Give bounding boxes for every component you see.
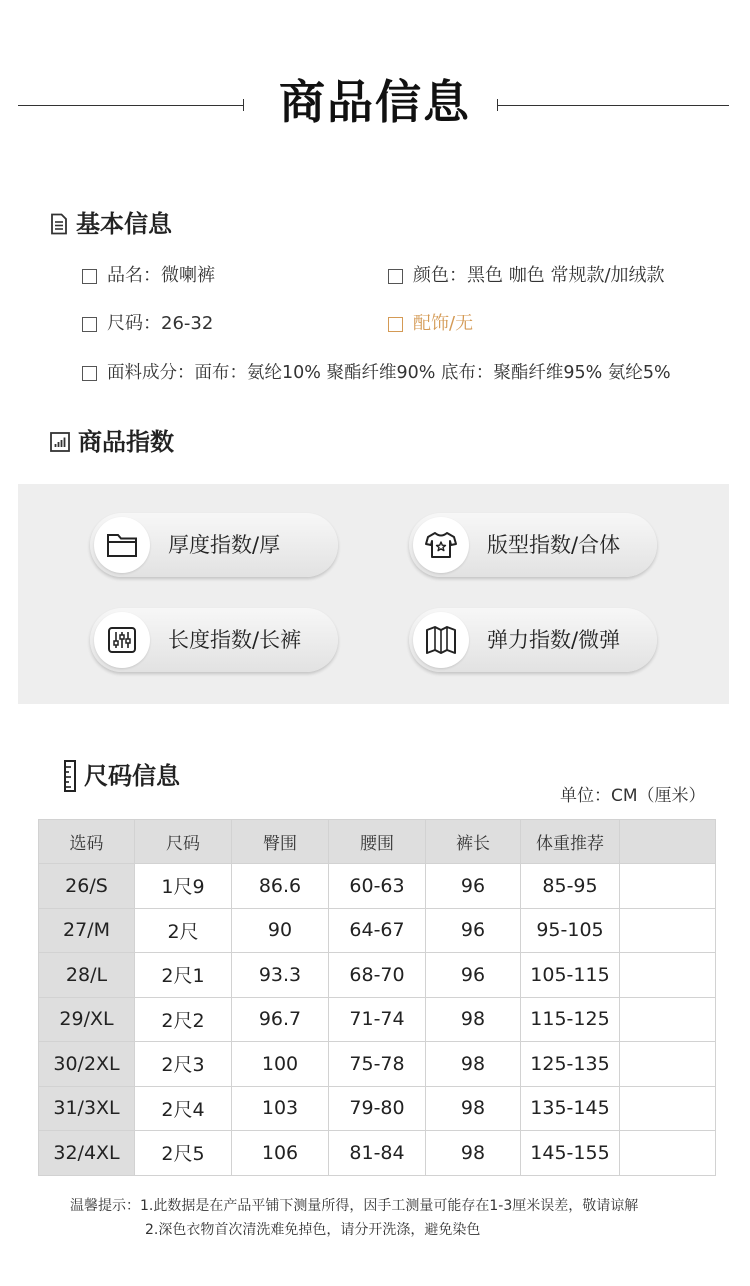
table-row: [39, 908, 716, 953]
info-item-color: [388, 264, 665, 288]
column-header: 选码: [39, 820, 135, 864]
info-item-size: [82, 312, 213, 336]
table-cell: 96: [426, 908, 521, 953]
info-text: 面料成分：面布：氨纶10% 聚酯纤维90% 底布：聚酯纤维95% 氨纶5%: [107, 363, 671, 383]
table-cell: 26/S: [39, 864, 135, 909]
table-header-row: [39, 820, 716, 864]
table-cell: 29/XL: [39, 997, 135, 1042]
table-cell: 2尺3: [135, 1042, 232, 1087]
map-icon: [425, 625, 457, 655]
table-cell: 60-63: [329, 864, 426, 909]
table-cell: 31/3XL: [39, 1086, 135, 1131]
info-item-name: [82, 264, 215, 288]
bar-chart-icon: [50, 432, 70, 452]
table-cell: 1尺9: [135, 864, 232, 909]
index-fit: [409, 513, 657, 577]
table-cell: [620, 908, 716, 953]
equalizer-icon: [107, 626, 137, 654]
info-item-accessory: [388, 312, 473, 336]
table-cell: 2尺: [135, 908, 232, 953]
section-size-info: [64, 760, 180, 792]
checkbox-icon: [82, 317, 97, 332]
table-cell: 81-84: [329, 1131, 426, 1176]
checkbox-icon: [388, 317, 403, 332]
table-cell: 96.7: [232, 997, 329, 1042]
index-label: 长度指数/长裤: [168, 628, 302, 652]
checkbox-icon: [82, 366, 97, 381]
index-length: [90, 608, 338, 672]
page-title: 商品信息: [279, 75, 471, 129]
table-cell: [620, 1086, 716, 1131]
info-text: 配饰/无: [413, 313, 474, 334]
index-label: 版型指数/合体: [487, 533, 621, 557]
table-cell: 30/2XL: [39, 1042, 135, 1087]
section-basic-info: [50, 209, 172, 239]
table-cell: 2尺2: [135, 997, 232, 1042]
info-text: 品名：微喇裤: [107, 265, 215, 286]
note-line-1: 温馨提示：1.此数据是在产品平铺下测量所得，因手工测量可能存在1-3厘米误差，敬请谅解: [70, 1198, 639, 1214]
index-elasticity: [409, 608, 657, 672]
table-cell: 145-155: [521, 1131, 620, 1176]
table-cell: 90: [232, 908, 329, 953]
table-row: [39, 953, 716, 998]
table-row: [39, 864, 716, 909]
table-cell: [620, 864, 716, 909]
section-heading: 商品指数: [78, 428, 174, 456]
table-cell: 2尺5: [135, 1131, 232, 1176]
index-label: 厚度指数/厚: [168, 533, 281, 557]
table-cell: 86.6: [232, 864, 329, 909]
table-row: [39, 997, 716, 1042]
table-cell: [620, 1042, 716, 1087]
table-cell: 98: [426, 1131, 521, 1176]
table-cell: 79-80: [329, 1086, 426, 1131]
document-icon: [50, 213, 68, 235]
table-cell: 64-67: [329, 908, 426, 953]
table-cell: 105-115: [521, 953, 620, 998]
section-heading: 尺码信息: [84, 762, 180, 790]
table-cell: [620, 997, 716, 1042]
index-label: 弹力指数/微弹: [487, 628, 621, 652]
column-header: 尺码: [135, 820, 232, 864]
column-header: [620, 820, 716, 864]
table-row: [39, 1042, 716, 1087]
checkbox-icon: [82, 269, 97, 284]
column-header: 裤长: [426, 820, 521, 864]
checkbox-icon: [388, 269, 403, 284]
table-cell: 115-125: [521, 997, 620, 1042]
table-cell: 27/M: [39, 908, 135, 953]
table-cell: 125-135: [521, 1042, 620, 1087]
info-text: 尺码：26-32: [107, 313, 214, 334]
table-cell: 103: [232, 1086, 329, 1131]
table-cell: 2尺4: [135, 1086, 232, 1131]
section-product-index: [50, 427, 174, 457]
table-cell: 75-78: [329, 1042, 426, 1087]
table-cell: 106: [232, 1131, 329, 1176]
table-cell: 85-95: [521, 864, 620, 909]
table-cell: 68-70: [329, 953, 426, 998]
table-cell: 135-145: [521, 1086, 620, 1131]
table-cell: [620, 1131, 716, 1176]
table-cell: 100: [232, 1042, 329, 1087]
table-cell: 93.3: [232, 953, 329, 998]
column-header: 体重推荐: [521, 820, 620, 864]
table-cell: 32/4XL: [39, 1131, 135, 1176]
column-header: 腰围: [329, 820, 426, 864]
table-cell: 28/L: [39, 953, 135, 998]
size-table: [38, 819, 716, 1176]
table-cell: 71-74: [329, 997, 426, 1042]
section-heading: 基本信息: [76, 210, 172, 238]
ruler-icon: [64, 760, 76, 792]
note-line-2: 2.深色衣物首次清洗难免掉色，请分开洗涤，避免染色: [145, 1222, 481, 1238]
info-text: 颜色：黑色 咖色 常规款/加绒款: [413, 265, 665, 286]
folder-icon: [106, 531, 138, 559]
table-row: [39, 1131, 716, 1176]
table-cell: 95-105: [521, 908, 620, 953]
info-item-fabric: [82, 361, 671, 385]
table-cell: 98: [426, 1086, 521, 1131]
unit-label: 单位：CM（厘米）: [560, 786, 706, 806]
table-cell: 96: [426, 864, 521, 909]
table-cell: 98: [426, 997, 521, 1042]
index-thickness: [90, 513, 338, 577]
table-cell: 2尺1: [135, 953, 232, 998]
tshirt-icon: [424, 530, 458, 560]
table-cell: [620, 953, 716, 998]
column-header: 臀围: [232, 820, 329, 864]
table-cell: 96: [426, 953, 521, 998]
table-cell: 98: [426, 1042, 521, 1087]
table-row: [39, 1086, 716, 1131]
